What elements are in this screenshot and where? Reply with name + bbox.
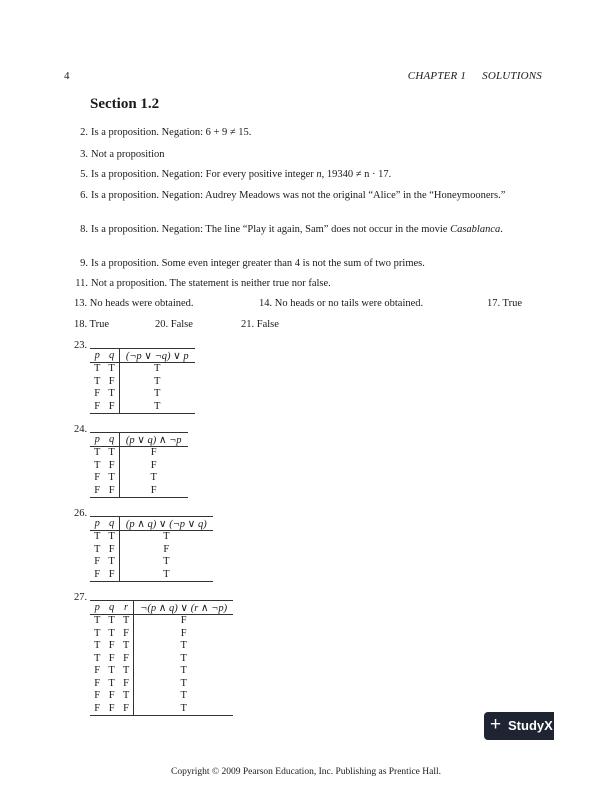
table-number: 26. bbox=[74, 508, 88, 519]
answer-item: 9. Is a proposition. Some even integer greater than 4 is not the sum of two primes. bbox=[80, 258, 425, 269]
running-header bbox=[408, 70, 542, 82]
section-label: SOLUTIONS bbox=[482, 70, 542, 82]
answer-row-18: 18. True 20. False 21. False bbox=[74, 319, 279, 330]
answer-item: 8. Is a proposition. Negation: The line “Play it again, Sam” does not occur in the movie Casablanca. bbox=[80, 224, 503, 235]
answer-item: 2. Is a proposition. Negation: 6 + 9 ≠ 15. bbox=[80, 127, 252, 138]
table-number: 27. bbox=[74, 592, 88, 603]
studyx-badge[interactable] bbox=[484, 712, 554, 740]
truth-table-27: p q r ¬(p ∧ q) ∨ (r ∧ ¬p) T T T F T T F F T F T T T F F T F T T T F T F T F F T T F F F T bbox=[90, 600, 233, 716]
studyx-label: StudyX bbox=[508, 718, 553, 733]
truth-table-23: p q (¬p ∨ ¬q) ∨ p T T T T F T F T T F F T bbox=[90, 348, 195, 414]
copyright-footer: Copyright © 2009 Pearson Education, Inc. Publishing as Prentice Hall. bbox=[170, 767, 441, 777]
answer-row-13: 13. No heads were obtained. 14. No heads or no tails were obtained. 17. True bbox=[74, 298, 523, 309]
truth-table-24: p q (p ∨ q) ∧ ¬p T T F T F F F T T F F F bbox=[90, 432, 188, 498]
table-number: 23. bbox=[74, 340, 88, 351]
answer-item: 5. Is a proposition. Negation: For every positive integer n, 19340 ≠ n · 17. bbox=[80, 169, 392, 180]
truth-table-26: p q (p ∧ q) ∨ (¬p ∨ q) T T T T F F F T T F F T bbox=[90, 516, 213, 582]
section-title: Section 1.2 bbox=[90, 96, 160, 112]
chapter-label: CHAPTER 1 bbox=[407, 70, 467, 82]
answer-item: 6. Is a proposition. Negation: Audrey Meadows was not the original “Alice” in the “Honeymooners.” bbox=[80, 190, 506, 201]
answer-item: 3. Not a proposition bbox=[80, 149, 165, 160]
table-number: 24. bbox=[74, 424, 88, 435]
page-number: 4 bbox=[64, 70, 70, 82]
plus-icon: + bbox=[490, 714, 502, 735]
answer-item: 11. Not a proposition. The statement is neither true nor false. bbox=[75, 278, 331, 289]
